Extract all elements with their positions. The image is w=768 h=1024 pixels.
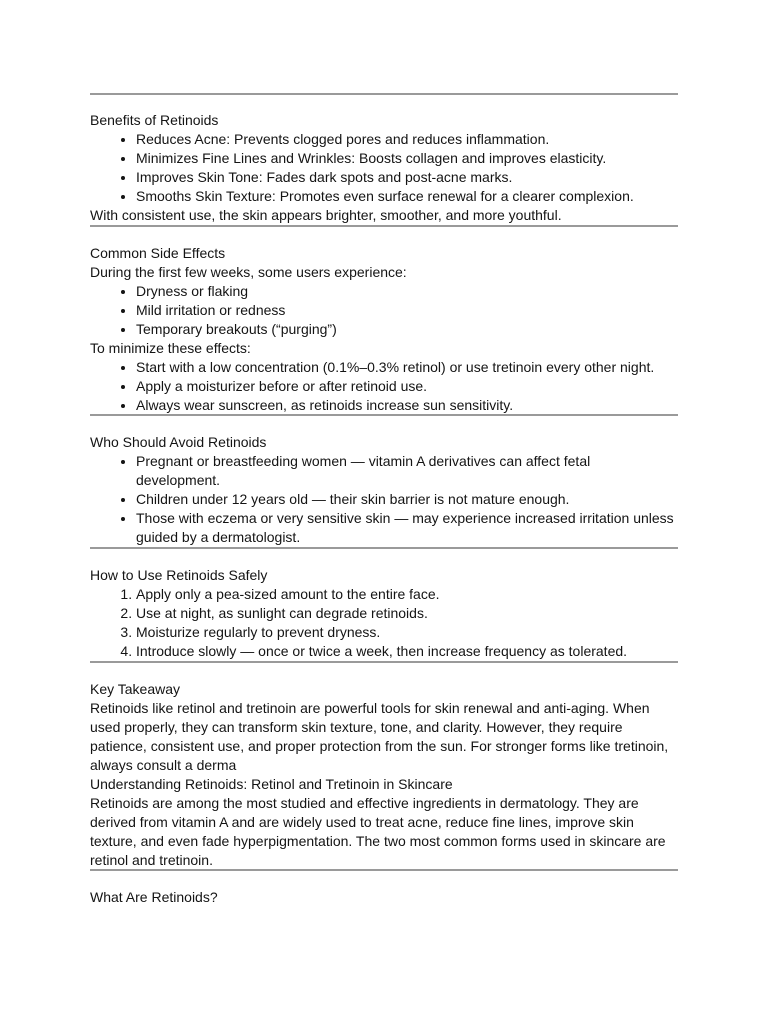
section-heading: Common Side Effects: [90, 245, 226, 261]
divider: [90, 93, 678, 95]
intro-text: During the first few weeks, some users experience:: [90, 264, 407, 280]
what-are-section: [90, 888, 678, 907]
list-item: • Improves Skin Tone: Fades dark spots and post-acne marks.: [136, 168, 678, 187]
list-item: • Minimizes Fine Lines and Wrinkles: Boosts collagen and improves elasticity.: [136, 149, 678, 168]
intro-paragraph: Retinoids are among the most studied and effective ingredients in dermatology. They are derived from vitamin A and are widely used to treat acne, reduce fine lines, improve skin texture, and even fade hyperpigmentation. The two most common forms used in skincare are retinol and tretinoin.: [90, 795, 666, 868]
list-item: • Dryness or flaking: [136, 282, 678, 301]
usage-steps-list: [90, 585, 678, 661]
section-heading: Benefits of Retinoids: [90, 112, 219, 128]
list-item: • Mild irritation or redness: [136, 301, 678, 320]
section-heading: How to Use Retinoids Safely: [90, 567, 268, 583]
avoid-list: [90, 452, 678, 547]
list-item: • Temporary breakouts (“purging”): [136, 320, 678, 339]
list-item: • Smooths Skin Texture: Promotes even surface renewal for a clearer complexion.: [136, 187, 678, 206]
closing-text: With consistent use, the skin appears brighter, smoother, and more youthful.: [90, 207, 562, 223]
avoid-section: [90, 433, 678, 547]
section-heading: What Are Retinoids?: [90, 889, 218, 905]
takeaway-body: Retinoids like retinol and tretinoin are powerful tools for skin renewal and anti-aging. When used properly, they can transform skin texture, tone, and clarity. However, they require patience, consistent use, and proper protection from the sun. For stronger forms like tretinoin, always consult a derma: [90, 700, 669, 773]
list-item: • Apply a moisturizer before or after retinoid use.: [136, 377, 678, 396]
section-heading: Understanding Retinoids: Retinol and Tretinoin in Skincare: [90, 776, 453, 792]
list-item: 3. Moisturize regularly to prevent dryness.: [136, 623, 678, 642]
divider: [90, 869, 678, 871]
list-item: • Reduces Acne: Prevents clogged pores and reduces inflammation.: [136, 130, 678, 149]
list-item: • Start with a low concentration (0.1%–0.3% retinol) or use tretinoin every other night.: [136, 358, 678, 377]
benefits-section: [90, 111, 678, 225]
list-item: 1. Apply only a pea-sized amount to the entire face.: [136, 585, 678, 604]
divider: [90, 414, 678, 416]
divider: [90, 547, 678, 549]
list-item: 2. Use at night, as sunlight can degrade retinoids.: [136, 604, 678, 623]
list-item: • Always wear sunscreen, as retinoids increase sun sensitivity.: [136, 396, 678, 415]
side-effects-section: [90, 244, 678, 415]
list-item: • Pregnant or breastfeeding women — vitamin A derivatives can affect fetal development.: [136, 452, 678, 490]
takeaway-section: [90, 680, 678, 870]
side-effects-list: [90, 282, 678, 339]
minimize-intro-text: To minimize these effects:: [90, 340, 251, 356]
list-item: 4. Introduce slowly — once or twice a week, then increase frequency as tolerated.: [136, 642, 678, 661]
list-item: • Those with eczema or very sensitive skin — may experience increased irritation unless guided by a dermatologist.: [136, 509, 678, 547]
section-heading: Who Should Avoid Retinoids: [90, 434, 267, 450]
usage-section: [90, 566, 678, 661]
divider: [90, 661, 678, 663]
tips-list: [90, 358, 678, 415]
list-item: • Children under 12 years old — their skin barrier is not mature enough.: [136, 490, 678, 509]
section-heading: Key Takeaway: [90, 681, 181, 697]
divider: [90, 225, 678, 227]
benefits-list: [90, 130, 678, 206]
